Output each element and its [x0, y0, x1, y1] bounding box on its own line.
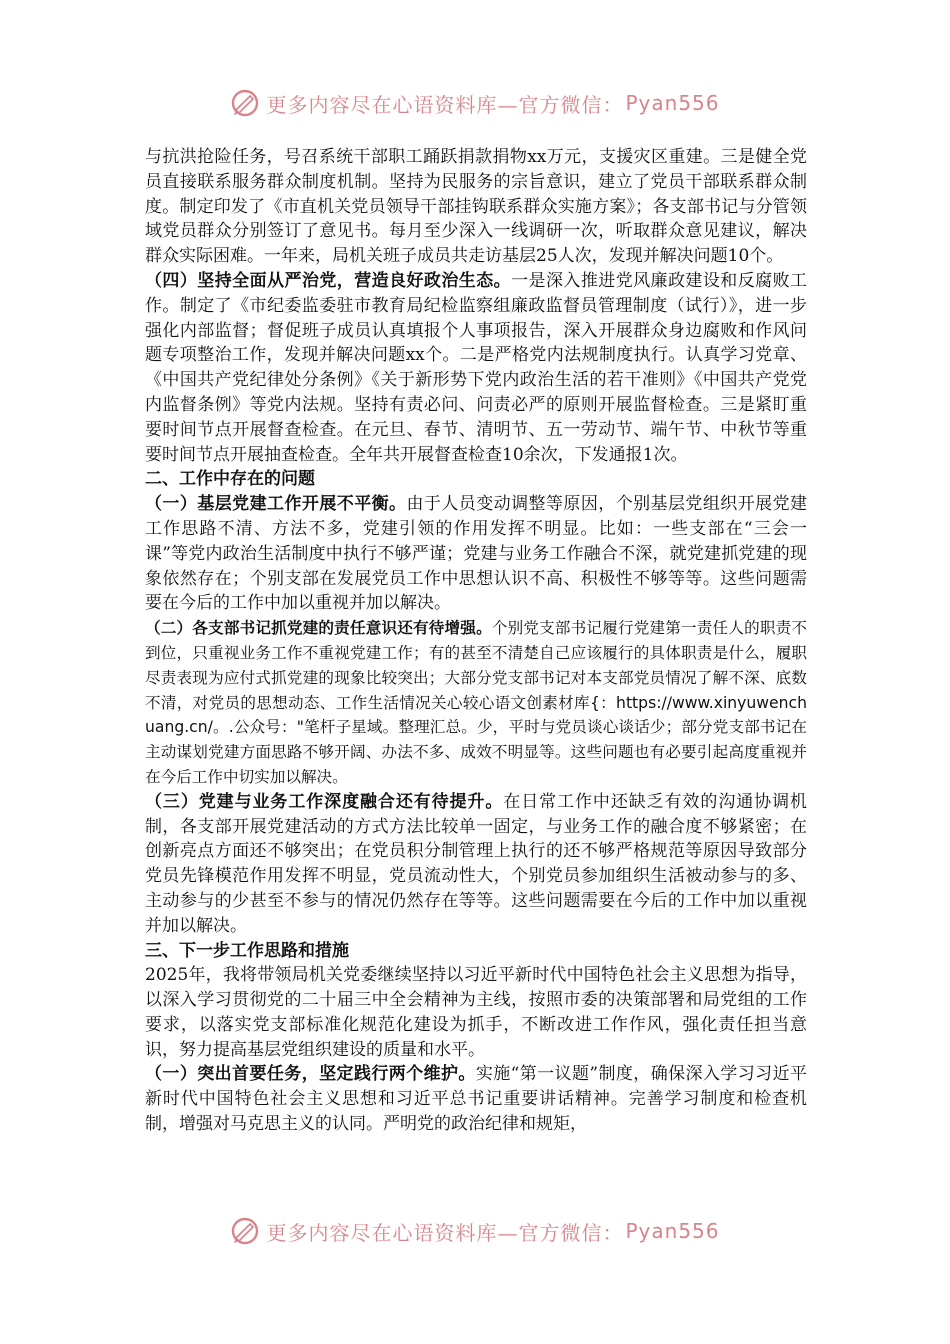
document-body — [145, 145, 807, 1137]
footer-banner-text: 更多内容尽在心语资料库—官方微信： — [266, 1220, 624, 1245]
paragraph-2-text: 一是深入推进党风廉政建设和反腐败工作。制定了《市纪委监委驻市教育局纪检监察组廉政监督员管理制度（试行）》，进一步强化内部监督；督促班子成员认真填报个人事项报告，深入开展群众身边腐败和作风问题专项整治工作，发现并解决问题xx个。二是严格党内法规制度执行。认真学习党章、《中国共产党纪律处分条例》《关于新形势下党内政治生活的若干准则》《中国共产党党内监督条例》等党内法规。坚持有责必问、问责必严的原则开展监督检查。三是紧盯重要时间节点开展督查检查。在元旦、春节、清明节、五一劳动节、端午节、中秋节等重要时间节点开展抽查检查。全年共开展督查检查10余次，下发通报1次。 — [145, 270, 808, 465]
paragraph-2-heading: （四）坚持全面从严治党，营造良好政治生态。 — [145, 270, 512, 291]
header-banner-text: 更多内容尽在心语资料库—官方微信： — [266, 92, 624, 117]
section-heading-2: 二、工作中存在的问题 — [145, 469, 315, 490]
paragraph-3-heading: （一）基层党建工作开展不平衡。 — [145, 494, 407, 515]
paragraph-6: 2025年，我将带领局机关党委继续坚持以习近平新时代中国特色社会主义思想为指导，以深入学习贯彻党的二十届三中全会精神为主线，按照市委的决策部署和局党组的工作要求，以落实党支部标准化规范化建设为抓手，不断改进工作作风，强化责任担当意识，努力提高基层党组织建设的质量和水平。 — [145, 965, 807, 1060]
paragraph-4-text: 个别党支部书记履行党建第一责任人的职责不到位，只重视业务工作不重视党建工作；有的甚至不清楚自己应该履行的具体职责是什么，履职尽责表现为应付式抓党建的现象比较突出；大部分党支部书记对本支部党员情况了解不深、底数不清，对党员的思想动态、工作生活情况关心较心语文创素材库{：https://www.xinyuwenchuang.cn/。.公众号："笔杆子星域。整理汇总。少，平时与党员谈心谈话少；部分党支部书记在主动谋划党建方面思路不够开阔、办法不多、成效不明显等。这些问题也有必要引起高度重视并在今后工作中切实加以解决。 — [145, 619, 807, 786]
section-heading-3: 三、下一步工作思路和措施 — [145, 940, 349, 961]
paragraph-2 — [145, 269, 807, 467]
pen-logo-icon — [230, 1216, 260, 1246]
paragraph-7 — [145, 1062, 807, 1136]
footer-banner-id: Pyan556 — [625, 1219, 720, 1243]
paragraph-4 — [145, 616, 807, 790]
paragraph-5 — [145, 790, 807, 939]
header-banner — [0, 86, 950, 120]
pen-logo-icon — [230, 88, 260, 118]
paragraph-4-heading: （二）各支部书记抓党建的责任意识还有待增强。 — [145, 619, 492, 638]
header-banner-id: Pyan556 — [625, 91, 720, 115]
paragraph-5-heading: （三）党建与业务工作深度融合还有待提升。 — [145, 791, 504, 812]
footer-banner — [0, 1214, 950, 1248]
paragraph-7-heading: （一）突出首要任务，坚定践行两个维护。 — [145, 1064, 476, 1085]
paragraph-7-text: 实施“第一议题”制度，确保深入学习习近平新时代中国特色社会主义思想和习近平总书记重要讲话精神。完善学习制度和检查机制，增强对马克思主义的认同。严明党的政治纪律和规矩， — [145, 1064, 807, 1135]
paragraph-3 — [145, 492, 807, 616]
paragraph-5-text: 在日常工作中还缺乏有效的沟通协调机制，各支部开展党建活动的方式方法比较单一固定，与业务工作的融合度不够紧密；在创新亮点方面还不够突出；在党员积分制管理上执行的还不够严格规范等原因导致部分党员先锋模范作用发挥不明显，党员流动性大，个别党员参加组织生活被动参与的多、主动参与的少甚至不参与的情况仍然存在等等。这些问题需要在今后的工作中加以重视并加以解决。 — [145, 791, 808, 936]
paragraph-3-text: 由于人员变动调整等原因，个别基层党组织开展党建工作思路不清、方法不多，党建引领的作用发挥不明显。比如：一些支部在“三会一课”等党内政治生活制度中执行不够严谨；党建与业务工作融合不深，就党建抓党建的现象依然存在；个别支部在发展党员工作中思想认识不高、积极性不够等等。这些问题需要在今后的工作中加以重视并加以解决。 — [145, 494, 808, 614]
paragraph-1: 与抗洪抢险任务，号召系统干部职工踊跃捐款捐物xx万元，支援灾区重建。三是健全党员直接联系服务群众制度机制。坚持为民服务的宗旨意识，建立了党员干部联系群众制度。制定印发了《市直机关党员领导干部挂钩联系群众实施方案》；各支部书记与分管领域党员群众分别签订了意见书。每月至少深入一线调研一次，听取群众意见建议，解决群众实际困难。一年来，局机关班子成员共走访基层25人次，发现并解决问题10个。 — [145, 147, 807, 267]
